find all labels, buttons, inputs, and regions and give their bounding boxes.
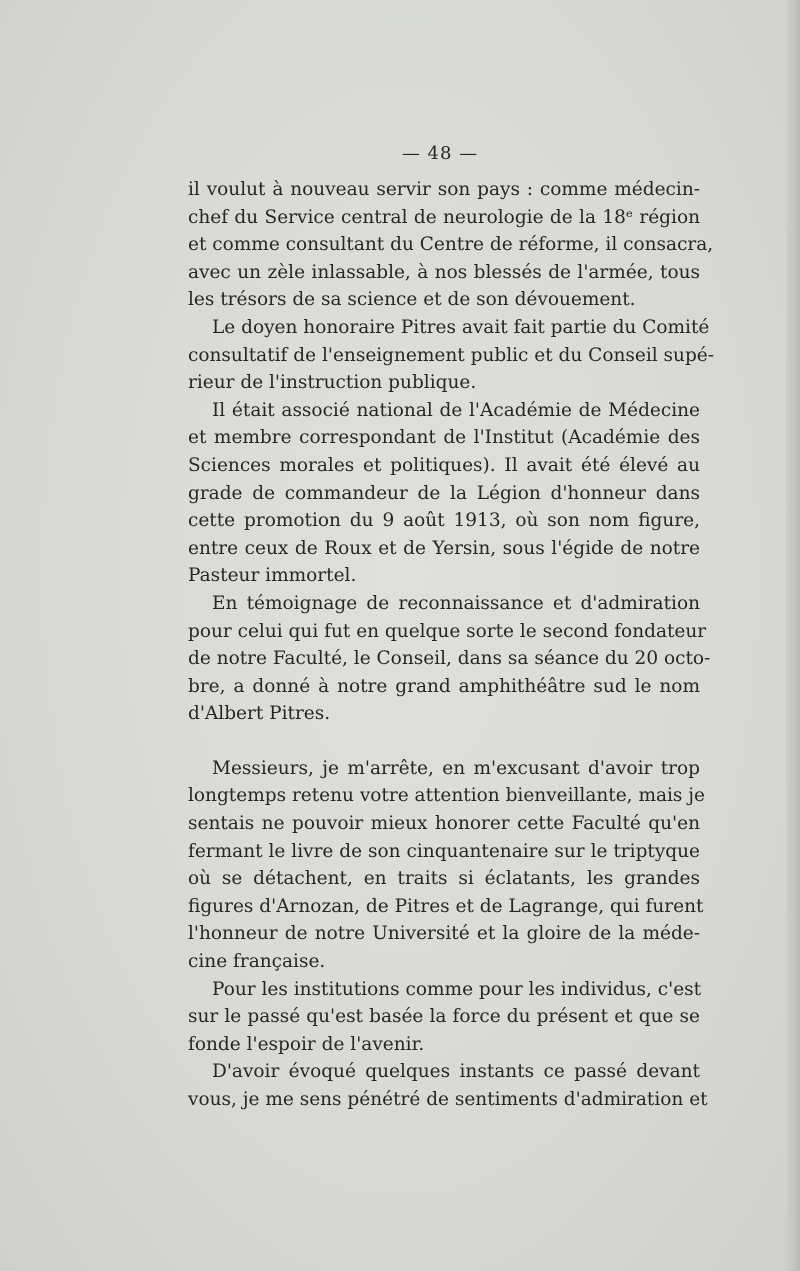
paragraph	[188, 397, 700, 590]
text-line: Pour les institutions comme pour les individus, c'est	[212, 978, 702, 1000]
text-line: l'honneur de notre Université et la gloire de la méde-	[188, 923, 700, 945]
text-line: fermant le livre de son cinquantenaire sur le triptyque	[188, 840, 700, 862]
text-line: Il était associé national de l'Académie de Médecine	[212, 399, 700, 421]
page-edge-shadow	[786, 0, 800, 1271]
text-line: cette promotion du 9 août 1913, où son nom figure,	[188, 510, 700, 532]
text-line: Messieurs, je m'arrête, en m'excusant d'avoir trop	[212, 757, 700, 779]
text-line: il voulut à nouveau servir son pays : comme médecin-	[188, 179, 700, 200]
body-text	[188, 176, 714, 1114]
paragraph	[188, 1058, 708, 1113]
section-gap	[188, 728, 700, 755]
text-line: bre, a donné à notre grand amphithéâtre sud le nom	[188, 675, 700, 697]
text-line: consultatif de l'enseignement public et du Conseil supé-	[188, 344, 714, 366]
text-line: D'avoir évoqué quelques instants ce passé devant	[212, 1061, 700, 1083]
text-line: Le doyen honoraire Pitres avait fait partie du Comité	[212, 316, 710, 338]
text-line: et comme consultant du Centre de réforme, il consacra,	[188, 234, 714, 256]
text-line: sur le passé qu'est basée la force du présent et que se	[188, 1006, 700, 1028]
paragraph	[188, 976, 700, 1059]
text-line: Pasteur immortel.	[188, 565, 357, 587]
text-line: pour celui qui fut en quelque sorte le second fondateur	[188, 620, 707, 642]
text-line: rieur de l'instruction publique.	[188, 372, 477, 394]
text-line: cine française.	[188, 951, 326, 973]
text-line: fonde l'espoir de l'avenir.	[188, 1033, 425, 1055]
text-line: de notre Faculté, le Conseil, dans sa séance du 20 octo-	[188, 648, 711, 670]
paragraph	[188, 755, 705, 976]
paragraph	[188, 176, 714, 314]
paragraph	[188, 590, 711, 728]
text-line: avec un zèle inlassable, à nos blessés de l'armée, tous	[188, 261, 700, 283]
page-number: — 48 —	[401, 143, 479, 164]
text-line: Sciences morales et politiques). Il avait été élevé au	[188, 454, 700, 476]
text-line: les trésors de sa science et de son dévouement.	[188, 289, 636, 311]
text-line: sentais ne pouvoir mieux honorer cette Faculté qu'en	[188, 813, 700, 835]
text-line: En témoignage de reconnaissance et d'admiration	[212, 592, 700, 614]
text-line: vous, je me sens pénétré de sentiments d'admiration et	[188, 1089, 708, 1110]
text-line: d'Albert Pitres.	[188, 703, 331, 725]
text-line: figures d'Arnozan, de Pitres et de Lagrange, qui furent	[188, 895, 704, 917]
text-line: chef du Service central de neurologie de la 18ᵉ région	[188, 206, 700, 228]
text-line: grade de commandeur de la Légion d'honneur dans	[188, 482, 700, 504]
text-line: entre ceux de Roux et de Yersin, sous l'égide de notre	[188, 537, 700, 559]
text-line: longtemps retenu votre attention bienveillante, mais je	[188, 785, 705, 807]
text-line: où se détachent, en traits si éclatants, les grandes	[188, 868, 700, 890]
text-line: et membre correspondant de l'Institut (Académie des	[188, 427, 700, 449]
paragraph	[188, 314, 714, 397]
